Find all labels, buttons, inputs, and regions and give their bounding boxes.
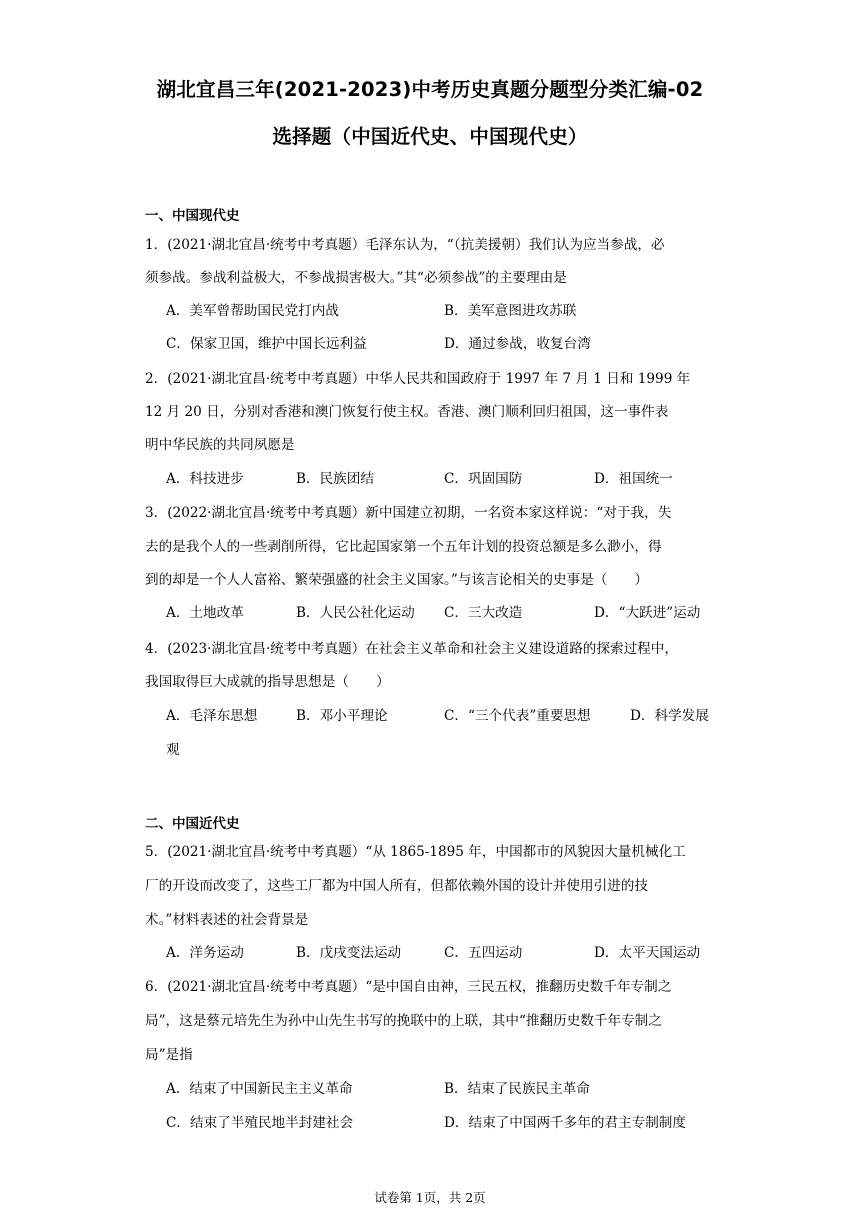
question-1-line-1: 1．(2021·湖北宜昌·统考中考真题）毛泽东认为，“（抗美援朝）我们认为应当参战，必 bbox=[145, 237, 665, 253]
question-2-option-d: D．祖国统一 bbox=[594, 471, 673, 487]
question-4-line-2: 我国取得巨大成就的指导思想是（ ） bbox=[145, 674, 390, 690]
question-2-option-c: C．巩固国防 bbox=[444, 471, 523, 487]
question-1-option-c: C．保家卫国，维护中国长远利益 bbox=[166, 336, 367, 352]
question-3-line-1: 3．(2022·湖北宜昌·统考中考真题）新中国建立初期，一名资本家这样说：“对于我，失 bbox=[145, 505, 672, 521]
question-4-option-c: C．“三个代表”重要思想 bbox=[444, 708, 591, 724]
section-heading-modern-early: 二、中国近代史 bbox=[145, 816, 240, 832]
section-heading-modern: 一、中国现代史 bbox=[145, 208, 240, 224]
question-1-option-a: A．美军曾帮助国民党打内战 bbox=[166, 303, 339, 319]
question-3-option-b: B．人民公社化运动 bbox=[296, 605, 415, 621]
title-line-1: 湖北宜昌三年(2021-2023)中考历史真题分题型分类汇编-02 bbox=[156, 78, 704, 101]
question-4-option-d-wrap: 观 bbox=[166, 742, 180, 758]
question-4-option-a: A．毛泽东思想 bbox=[166, 708, 258, 724]
page-footer: 试卷第 1页，共 2页 bbox=[374, 1190, 486, 1205]
question-5-option-d: D．太平天国运动 bbox=[594, 945, 701, 961]
question-2-line-2: 12 月 20 日，分别对香港和澳门恢复行使主权。香港、澳门顺利回归祖国，这一事件表 bbox=[145, 404, 669, 420]
question-2-line-1: 2．(2021·湖北宜昌·统考中考真题）中华人民共和国政府于 1997 年 7 月 1 日和 1999 年 bbox=[145, 371, 691, 387]
question-1-option-b: B．美军意图进攻苏联 bbox=[444, 303, 577, 319]
question-6-option-a: A．结束了中国新民主主义革命 bbox=[166, 1081, 353, 1097]
question-4-option-d: D．科学发展 bbox=[630, 708, 709, 724]
question-5-option-b: B．戊戌变法运动 bbox=[296, 945, 402, 961]
question-3-option-d: D．“大跃进”运动 bbox=[594, 605, 701, 621]
title-line-2: 选择题（中国近代史、中国现代史） bbox=[272, 125, 588, 148]
question-2-option-a: A．科技进步 bbox=[166, 471, 244, 487]
question-6-option-d: D．结束了中国两千多年的君主专制制度 bbox=[444, 1115, 686, 1131]
question-6-option-b: B．结束了民族民主革命 bbox=[444, 1081, 590, 1097]
question-4-line-1: 4．(2023·湖北宜昌·统考中考真题）在社会主义革命和社会主义建设道路的探索过程中， bbox=[145, 641, 678, 657]
question-6-line-3: 局”是指 bbox=[145, 1047, 193, 1063]
question-5-line-1: 5．(2021·湖北宜昌·统考中考真题）“从 1865-1895 年，中国都市的风貌因大量机械化工 bbox=[145, 844, 686, 860]
question-3-line-3: 到的却是一个人人富裕、繁荣强盛的社会主义国家。”与该言论相关的史事是（ ） bbox=[145, 572, 649, 588]
question-2-option-b: B．民族团结 bbox=[296, 471, 374, 487]
question-2-line-3: 明中华民族的共同夙愿是 bbox=[145, 437, 295, 453]
question-3-line-2: 去的是我个人的一些剥削所得，它比起国家第一个五年计划的投资总额是多么渺小，得 bbox=[145, 539, 662, 555]
question-1-option-d: D．通过参战，收复台湾 bbox=[444, 336, 591, 352]
question-5-line-2: 厂的开设而改变了，这些工厂都为中国人所有，但都依赖外国的设计并使用引进的技 bbox=[145, 878, 648, 894]
question-6-line-1: 6．(2021·湖北宜昌·统考中考真题）“是中国自由神，三民五权，推翻历史数千年专制之 bbox=[145, 979, 672, 995]
question-3-option-c: C．三大改造 bbox=[444, 605, 523, 621]
question-5-option-c: C．五四运动 bbox=[444, 945, 523, 961]
question-4-option-b: B．邓小平理论 bbox=[296, 708, 388, 724]
question-6-line-2: 局”，这是蔡元培先生为孙中山先生书写的挽联中的上联，其中“推翻历史数千年专制之 bbox=[145, 1013, 662, 1029]
question-5-line-3: 术。”材料表述的社会背景是 bbox=[145, 912, 309, 928]
question-6-option-c: C．结束了半殖民地半封建社会 bbox=[166, 1115, 354, 1131]
question-1-line-2: 须参战。参战利益极大，不参战损害极大。”其“必须参战”的主要理由是 bbox=[145, 270, 567, 286]
question-3-option-a: A．土地改革 bbox=[166, 605, 244, 621]
question-5-option-a: A．洋务运动 bbox=[166, 945, 244, 961]
